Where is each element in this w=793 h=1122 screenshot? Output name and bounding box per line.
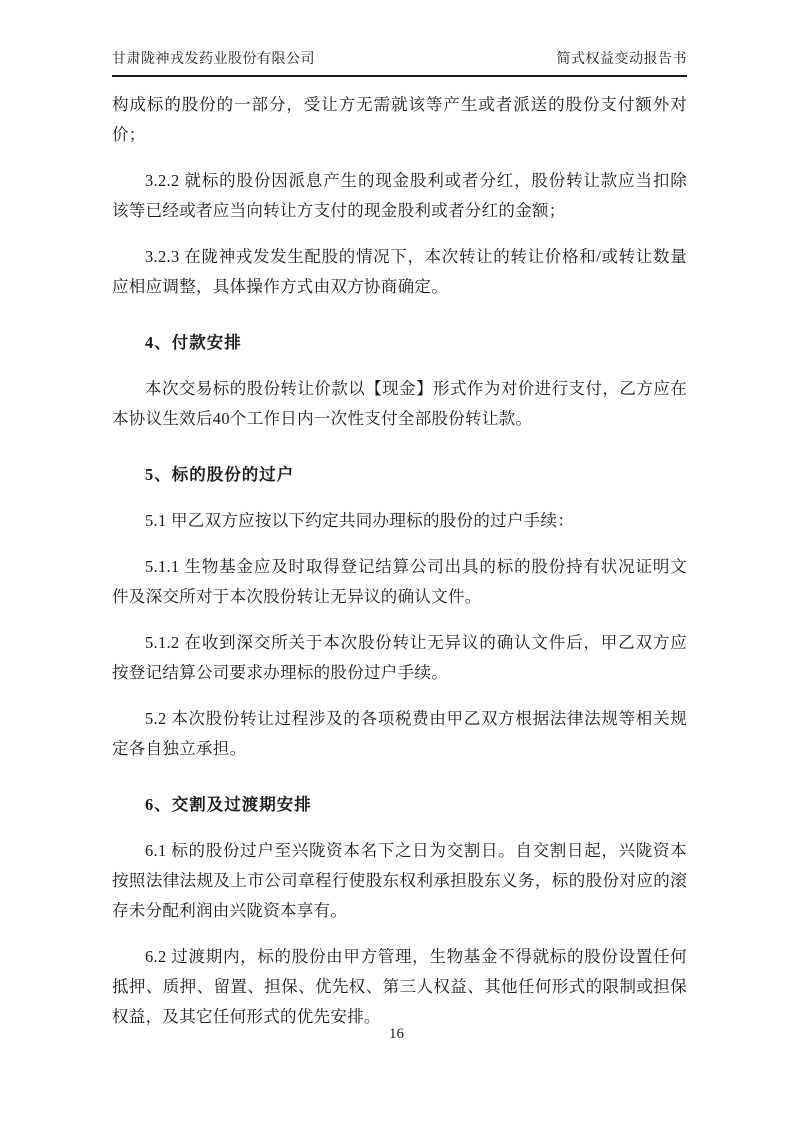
- document-body: [112, 90, 687, 1032]
- section-heading: 5、标的股份的过户: [145, 465, 295, 484]
- page-footer: [0, 1024, 793, 1044]
- doc-paragraph: 5.1.1 生物基金应及时取得登记结算公司出具的标的股份持有状况证明文件及深交所对于本次股份转让无异议的确认文件。: [112, 557, 687, 606]
- section-heading: 6、交割及过渡期安排: [145, 795, 312, 814]
- doc-paragraph: 3.2.2 就标的股份因派息产生的现金股利或者分红，股份转让款应当扣除该等已经或者应当向转让方支付的现金股利或者分红的金额；: [112, 171, 687, 220]
- doc-paragraph: 6.2 过渡期内，标的股份由甲方管理，生物基金不得就标的股份设置任何抵押、质押、留置、担保、优先权、第三人权益、其他任何形式的限制或担保权益，及其它任何形式的优先安排。: [112, 947, 687, 1026]
- doc-paragraph: 5.2 本次股份转让过程涉及的各项税费由甲乙双方根据法律法规等相关规定各自独立承担。: [112, 709, 687, 758]
- doc-paragraph: 3.2.3 在陇神戎发发生配股的情况下，本次转让的转让价格和/或转让数量应相应调整，具体操作方式由双方协商确定。: [112, 247, 687, 296]
- page-number: 16: [389, 1026, 404, 1042]
- section-heading: 4、付款安排: [145, 333, 242, 352]
- doc-paragraph: 构成标的股份的一部分，受让方无需就该等产生或者派送的股份支付额外对价；: [112, 95, 687, 144]
- doc-paragraph: 5.1 甲乙双方应按以下约定共同办理标的股份的过户手续：: [145, 511, 575, 530]
- doc-paragraph: 6.1 标的股份过户至兴陇资本名下之日为交割日。自交割日起，兴陇资本按照法律法规及上市公司章程行使股东权利承担股东义务，标的股份对应的滚存未分配利润由兴陇资本享有。: [112, 841, 687, 920]
- header-company-name: 甘肃陇神戎发药业股份有限公司: [112, 52, 315, 67]
- doc-paragraph: 本次交易标的股份转让价款以【现金】形式作为对价进行支付，乙方应在本协议生效后40个工作日内一次性支付全部股份转让款。: [112, 379, 687, 428]
- page-header: [112, 50, 687, 77]
- doc-paragraph: 5.1.2 在收到深交所关于本次股份转让无异议的确认文件后，甲乙双方应按登记结算公司要求办理标的股份过户手续。: [112, 633, 687, 682]
- header-report-title: 简式权益变动报告书: [556, 52, 687, 67]
